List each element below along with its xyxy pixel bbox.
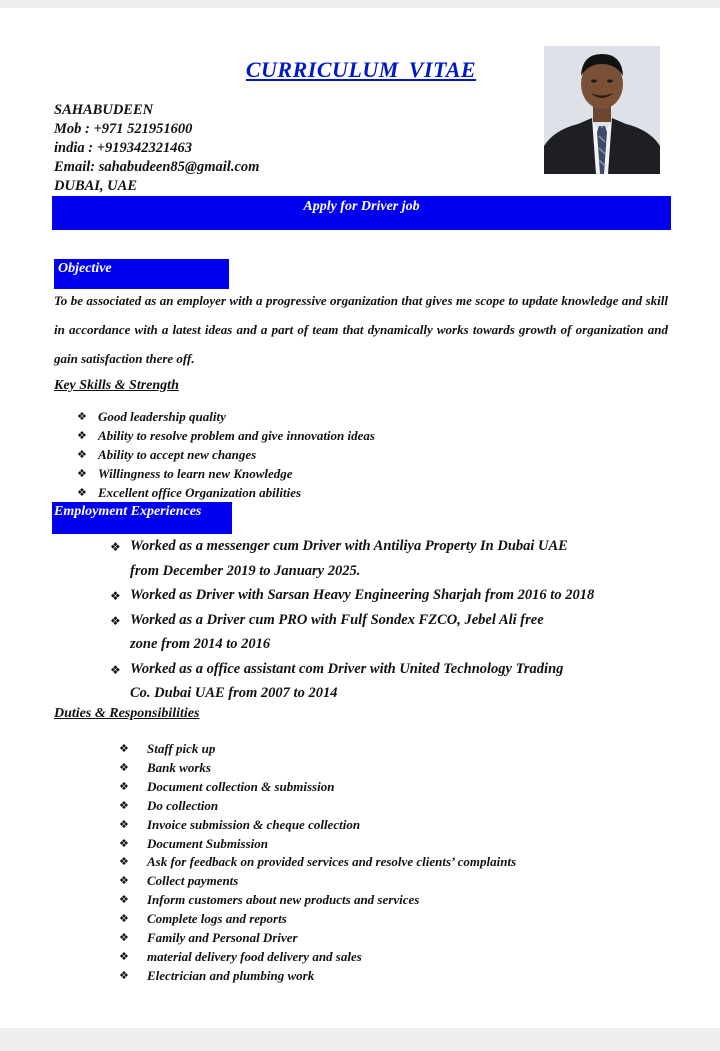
bullet-icon: ❖ bbox=[119, 874, 129, 888]
bullet-icon: ❖ bbox=[110, 613, 121, 628]
list-item: ❖ Complete logs and reports bbox=[119, 910, 516, 929]
list-item: ❖ Ask for feedback on provided services and resolve clients’ complaints bbox=[119, 853, 516, 872]
duties-list bbox=[119, 740, 516, 986]
employment-list bbox=[110, 534, 594, 706]
bullet-icon: ❖ bbox=[110, 589, 121, 603]
contact-india-phone: india : +919342321463 bbox=[54, 140, 192, 156]
bullet-icon: ❖ bbox=[119, 968, 129, 982]
list-item: ❖ Invoice submission & cheque collection bbox=[119, 816, 516, 835]
bullet-icon: ❖ bbox=[119, 836, 129, 850]
page-title: CURRICULUM VITAE bbox=[245, 57, 477, 82]
bullet-icon: ❖ bbox=[119, 779, 129, 793]
bullet-icon: ❖ bbox=[119, 798, 129, 812]
list-item: ❖ Worked as a Driver cum PRO with Fulf Sondex FZCO, Jebel Ali free zone from 2014 to 2016 bbox=[110, 608, 594, 657]
bullet-icon: ❖ bbox=[77, 467, 87, 480]
list-item: ❖ Worked as Driver with Sarsan Heavy Engineering Sharjah from 2016 to 2018 bbox=[110, 583, 594, 608]
list-item: ❖ Inform customers about new products and services bbox=[119, 891, 516, 910]
list-item: ❖ Excellent office Organization abilities bbox=[77, 485, 302, 500]
list-item: ❖ Ability to resolve problem and give innovation ideas bbox=[77, 428, 375, 443]
bullet-icon: ❖ bbox=[77, 429, 87, 442]
list-item: ❖ Document Submission bbox=[119, 835, 516, 854]
bullet-icon: ❖ bbox=[77, 486, 87, 499]
skills-heading: Key Skills & Strength bbox=[54, 378, 179, 393]
list-item: ❖ Worked as a messenger cum Driver with Antiliya Property In Dubai UAE from December 2019 to January 2025. bbox=[110, 534, 594, 583]
person-portrait-icon bbox=[544, 46, 660, 174]
list-item: ❖ Bank works bbox=[119, 759, 516, 778]
list-item: ❖ Electrician and plumbing work bbox=[119, 967, 516, 986]
bullet-icon: ❖ bbox=[119, 912, 129, 926]
apply-banner-text: Apply for Driver job bbox=[303, 199, 420, 214]
list-item: ❖ Family and Personal Driver bbox=[119, 929, 516, 948]
employment-heading: Employment Experiences bbox=[52, 502, 232, 534]
bullet-icon: ❖ bbox=[119, 855, 129, 869]
list-item: ❖ Good leadership quality bbox=[77, 409, 226, 424]
bullet-icon: ❖ bbox=[119, 817, 129, 831]
apply-banner bbox=[52, 196, 671, 230]
bullet-icon: ❖ bbox=[110, 540, 121, 554]
contact-mobile: Mob : +971 521951600 bbox=[54, 121, 193, 137]
contact-name: SAHABUDEEN bbox=[54, 102, 154, 118]
bullet-icon: ❖ bbox=[110, 662, 121, 677]
bullet-icon: ❖ bbox=[119, 893, 129, 907]
bullet-icon: ❖ bbox=[119, 949, 129, 963]
bullet-icon: ❖ bbox=[119, 931, 129, 945]
bullet-icon: ❖ bbox=[119, 760, 129, 774]
list-item: ❖ Document collection & submission bbox=[119, 778, 516, 797]
bullet-icon: ❖ bbox=[77, 410, 87, 423]
skills-list bbox=[77, 407, 375, 502]
list-item: ❖ Staff pick up bbox=[119, 740, 516, 759]
objective-heading: Objective bbox=[54, 259, 229, 289]
objective-text: To be associated as an employer with a progressive organization that gives me scope to update knowledge and skill in accordance with a latest ideas and a part of team that dynamically works towards growth of organization and gain satisfaction there off. bbox=[54, 293, 668, 366]
bullet-icon: ❖ bbox=[119, 742, 129, 755]
list-item: ❖ Collect payments bbox=[119, 872, 516, 891]
list-item: ❖ Worked as a office assistant com Driver with United Technology Trading Co. Dubai UAE from 2007 to 2014 bbox=[110, 657, 594, 706]
contact-email: Email: sahabudeen85@gmail.com bbox=[54, 159, 260, 175]
contact-block bbox=[54, 101, 259, 196]
duties-heading: Duties & Responsibilities bbox=[54, 706, 200, 721]
list-item: ❖ Ability to accept new changes bbox=[77, 447, 257, 462]
bullet-icon: ❖ bbox=[77, 448, 87, 461]
list-item: ❖ Do collection bbox=[119, 797, 516, 816]
resume-page bbox=[0, 8, 720, 1028]
list-item: ❖ Willingness to learn new Knowledge bbox=[77, 466, 293, 481]
contact-location: DUBAI, UAE bbox=[54, 178, 137, 194]
list-item: ❖ material delivery food delivery and sales bbox=[119, 948, 516, 967]
profile-photo bbox=[544, 46, 660, 174]
